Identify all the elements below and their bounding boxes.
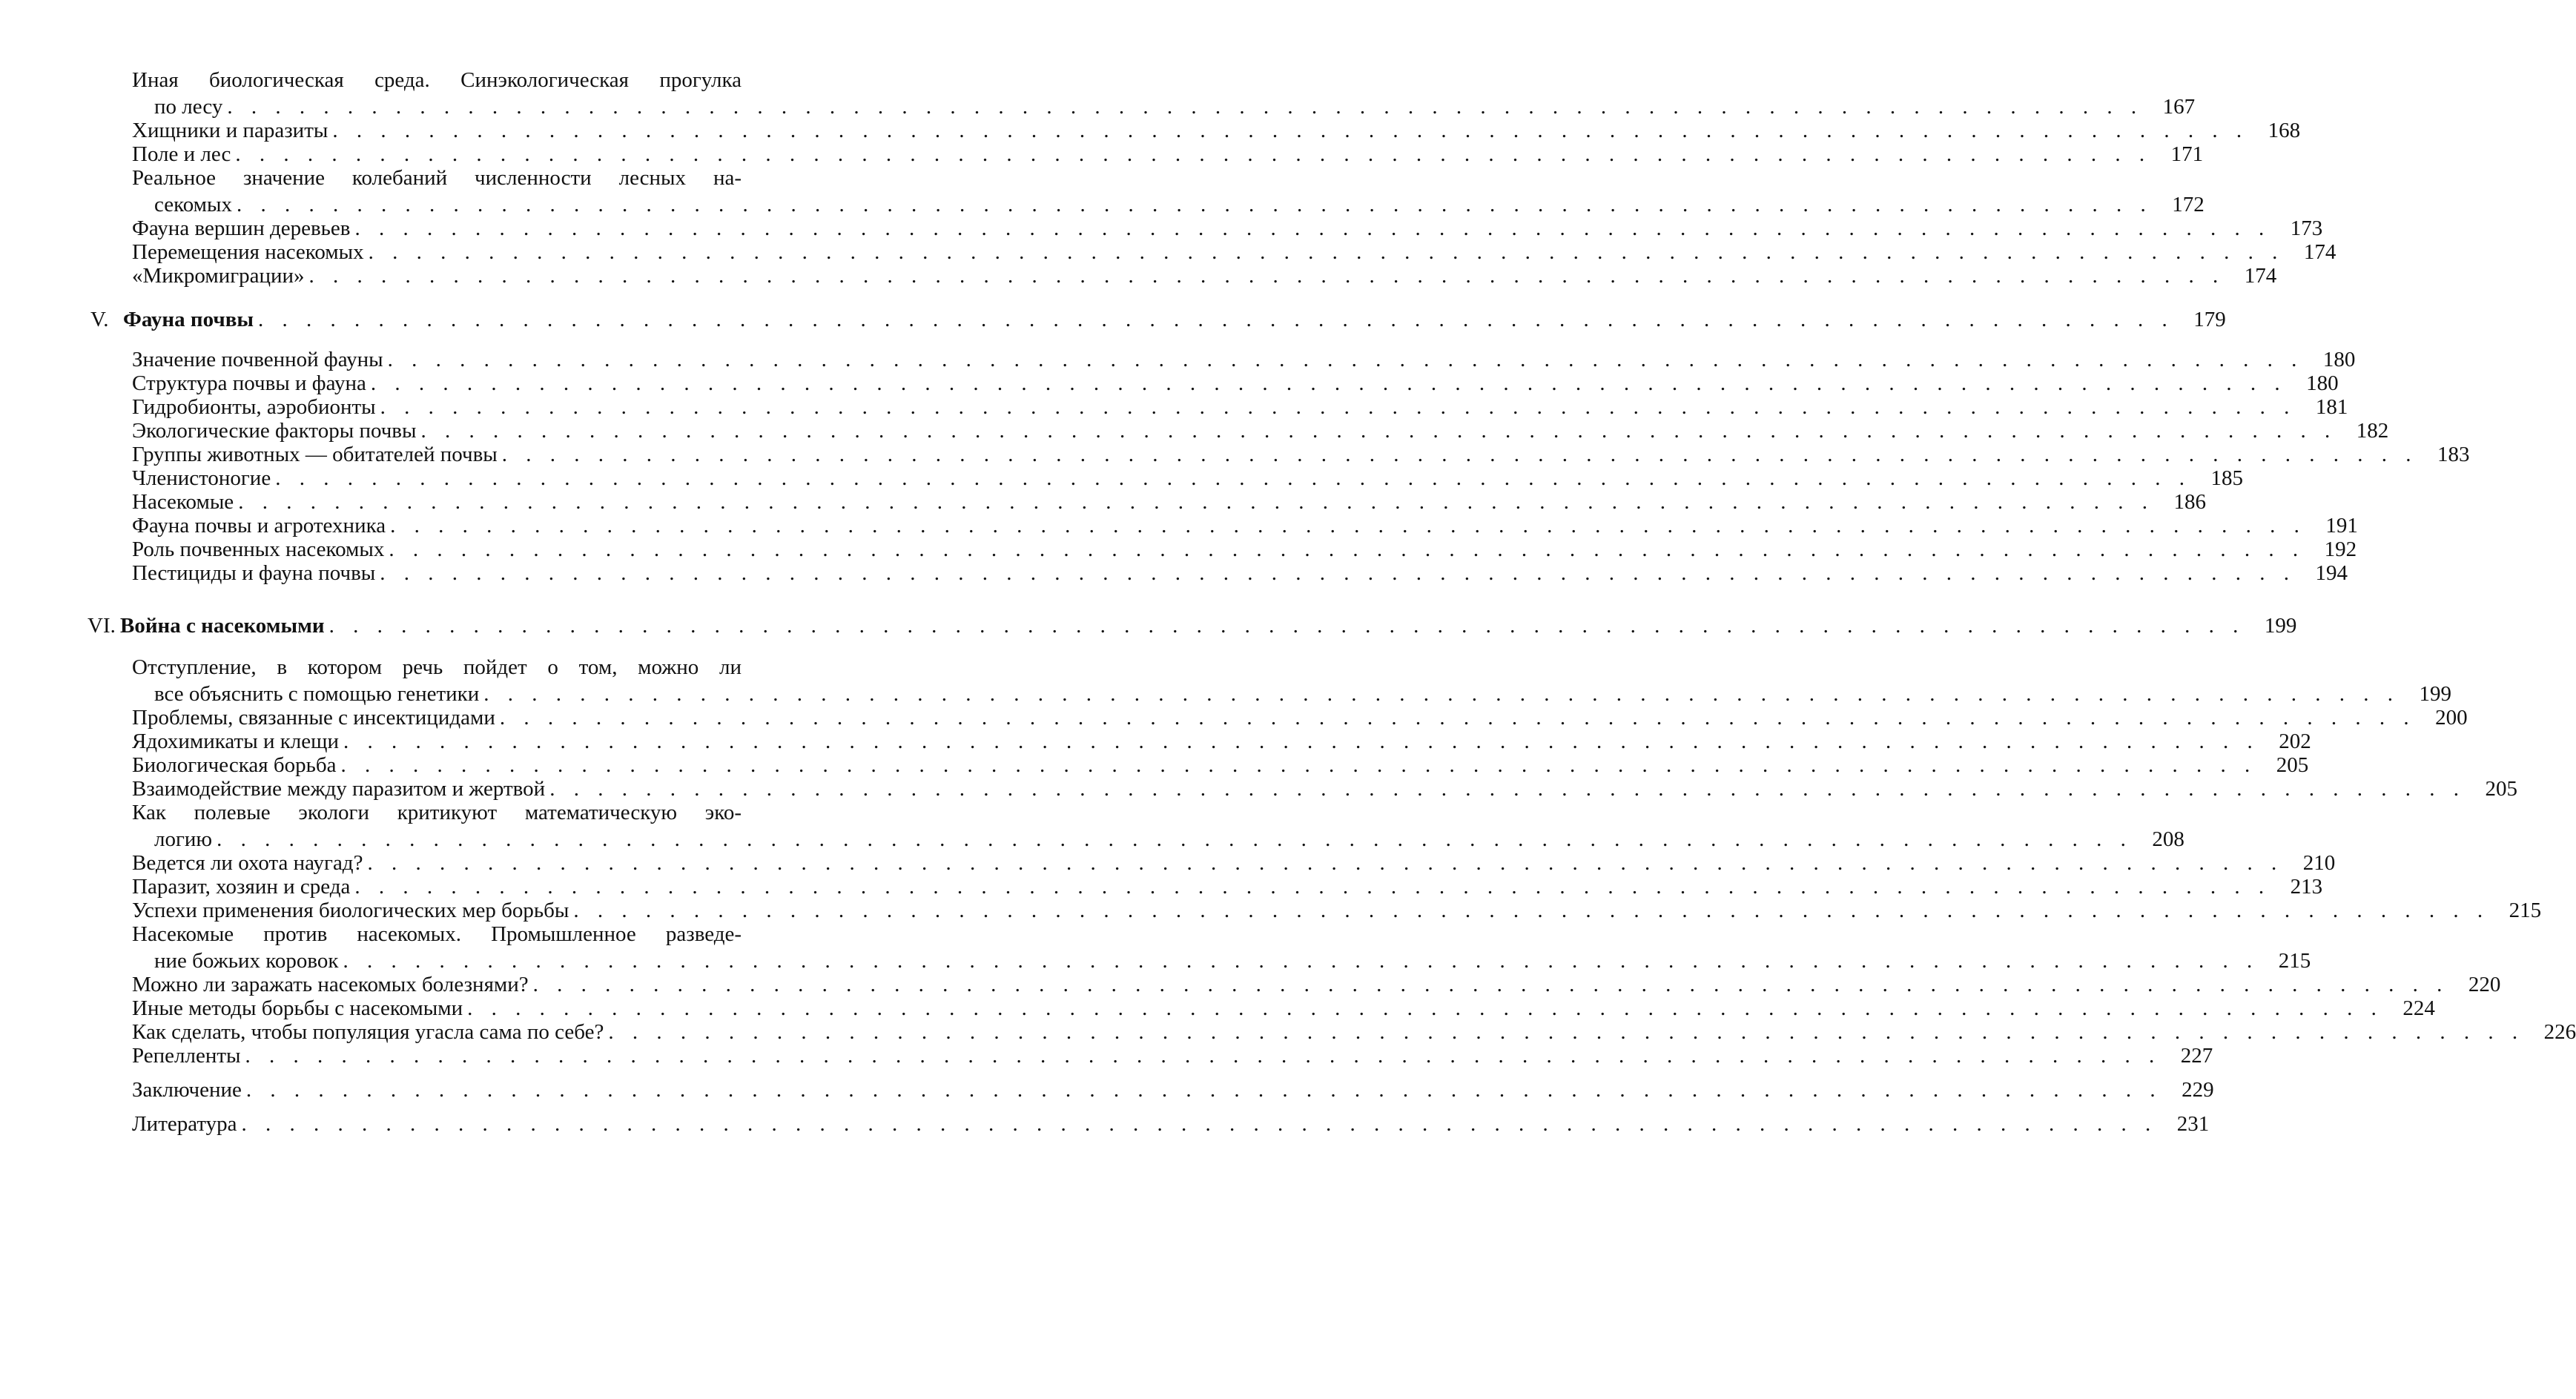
page-number: 224	[2402, 996, 2435, 1020]
dot-leader: . . . . . . . . . . . . . . . . . . . . . . . . . . . . . . . . . . . . . . . . . . . . . . . . . . . . . . . . . . . . . . . . . . . . . . . . . . . . . . . .	[241, 1112, 2158, 1136]
page-number: 179	[2193, 308, 2226, 331]
entry-title: секомых	[154, 193, 232, 216]
toc-entry	[132, 1042, 2213, 1069]
dot-leader: . . . . . . . . . . . . . . . . . . . . . . . . . . . . . . . . . . . . . . . . . . . . . . . . . . . . . . . . . . . . . . . . . . . . . . . . . . . . . . . .	[532, 973, 2449, 996]
chapter-title	[87, 612, 325, 639]
entry-title: Экологические факторы почвы	[132, 419, 417, 443]
toc-entry	[132, 370, 2339, 397]
entry-title: Группы животных — обитателей почвы	[132, 443, 498, 466]
page-number: 202	[2279, 730, 2311, 753]
entry-title: Репелленты	[132, 1044, 241, 1068]
toc-entry	[132, 117, 2301, 144]
page-number: 229	[2182, 1078, 2214, 1102]
entry-title: Паразит, хозяин и среда	[132, 875, 351, 899]
entry-title: Членистоногие	[132, 466, 271, 490]
entry-title: «Микромиграции»	[132, 264, 305, 288]
dot-leader: . . . . . . . . . . . . . . . . . . . . . . . . . . . . . . . . . . . . . . . . . . . . . . . . . . . . . . . . . . . . . . . . . . . . . . . . . . . . . . . .	[354, 216, 2271, 240]
toc-entry	[132, 262, 2277, 289]
toc-entry	[132, 560, 2348, 586]
dot-leader: . . . . . . . . . . . . . . . . . . . . . . . . . . . . . . . . . . . . . . . . . . . . . . . . . . . . . . . . . . . . . . . . . . . . . . . . . . . . . . . .	[340, 753, 2257, 777]
entry-title: Фауна вершин деревьев	[132, 216, 351, 240]
dot-leader: . . . . . . . . . . . . . . . . . . . . . . . . . . . . . . . . . . . . . . . . . . . . . . . . . . . . . . . . . . . . . . . . . . . . . . . . . . . . . . . .	[237, 193, 2153, 216]
dot-leader: . . . . . . . . . . . . . . . . . . . . . . . . . . . . . . . . . . . . . . . . . . . . . . . . . . . . . . . . . . . . . . . . . . . . . . . . . . . . . . . .	[549, 777, 2466, 801]
page-number: 185	[2210, 466, 2243, 490]
page-number: 220	[2468, 973, 2501, 996]
dot-leader: . . . . . . . . . . . . . . . . . . . . . . . . . . . . . . . . . . . . . . . . . . . . . . . . . . . . . . . . . . . . . . . . . . . . . . . . . . . . . . . .	[367, 851, 2284, 875]
page-number: 210	[2302, 851, 2336, 875]
page-number: 205	[2276, 753, 2309, 777]
page-number: 183	[2437, 443, 2470, 466]
page-number: 199	[2419, 682, 2452, 706]
dot-leader: . . . . . . . . . . . . . . . . . . . . . . . . . . . . . . . . . . . . . . . . . . . . . . . . . . . . . . . . . . . . . . . . . . . . . . . . . . . . . . . .	[217, 827, 2133, 851]
toc-chapter-heading	[90, 306, 2226, 333]
chapter-number: VI.	[87, 614, 116, 638]
toc-entry	[154, 826, 2184, 853]
dot-leader: . . . . . . . . . . . . . . . . . . . . . . . . . . . . . . . . . . . . . . . . . . . . . . . . . . . . . . . . . . . . . . . . . . . . . . . . . . . . . . . .	[483, 682, 2400, 706]
toc-entry	[132, 1019, 2576, 1045]
page-number: 180	[2322, 348, 2356, 371]
dot-leader: . . . . . . . . . . . . . . . . . . . . . . . . . . . . . . . . . . . . . . . . . . . . . . . . . . . . . . . . . . . . . . . . . . . . . . . . . . . . . . . .	[258, 308, 2174, 331]
entry-title: Структура почвы и фауна	[132, 371, 366, 395]
entry-title: Пестициды и фауна почвы	[132, 561, 376, 585]
toc-entry	[154, 93, 2196, 120]
page-number: 174	[2303, 240, 2336, 264]
toc-entry	[132, 873, 2323, 900]
entry-title: Хищники и паразиты	[132, 119, 328, 142]
dot-leader: . . . . . . . . . . . . . . . . . . . . . . . . . . . . . . . . . . . . . . . . . . . . . . . . . . . . . . . . . . . . . . . . . . . . . . . . . . . . . . . .	[343, 949, 2259, 973]
dot-leader: . . . . . . . . . . . . . . . . . . . . . . . . . . . . . . . . . . . . . . . . . . . . . . . . . . . . . . . . . . . . . . . . . . . . . . . . . . . . . . . .	[332, 119, 2249, 142]
entry-title: Литература	[132, 1112, 237, 1136]
toc-entry	[132, 536, 2357, 563]
dot-leader: . . . . . . . . . . . . . . . . . . . . . . . . . . . . . . . . . . . . . . . . . . . . . . . . . . . . . . . . . . . . . . . . . . . . . . . . . . . . . . . .	[328, 614, 2245, 638]
dot-leader: . . . . . . . . . . . . . . . . . . . . . . . . . . . . . . . . . . . . . . . . . . . . . . . . . . . . . . . . . . . . . . . . . . . . . . . . . . . . . . . .	[608, 1020, 2525, 1044]
toc-entry-line: Как полевые экологи критикуют математическую эко-	[132, 801, 742, 824]
dot-leader: . . . . . . . . . . . . . . . . . . . . . . . . . . . . . . . . . . . . . . . . . . . . . . . . . . . . . . . . . . . . . . . . . . . . . . . . . . . . . . . .	[573, 899, 2490, 922]
dot-leader: . . . . . . . . . . . . . . . . . . . . . . . . . . . . . . . . . . . . . . . . . . . . . . . . . . . . . . . . . . . . . . . . . . . . . . . . . . . . . . . .	[389, 538, 2305, 561]
dot-leader: . . . . . . . . . . . . . . . . . . . . . . . . . . . . . . . . . . . . . . . . . . . . . . . . . . . . . . . . . . . . . . . . . . . . . . . . . . . . . . . .	[354, 875, 2271, 899]
page-number: 191	[2325, 514, 2358, 538]
dot-leader: . . . . . . . . . . . . . . . . . . . . . . . . . . . . . . . . . . . . . . . . . . . . . . . . . . . . . . . . . . . . . . . . . . . . . . . . . . . . . . . .	[380, 395, 2296, 419]
page-number: 213	[2290, 875, 2323, 899]
entry-title: Проблемы, связанные с инсектицидами	[132, 706, 495, 730]
dot-leader: . . . . . . . . . . . . . . . . . . . . . . . . . . . . . . . . . . . . . . . . . . . . . . . . . . . . . . . . . . . . . . . . . . . . . . . . . . . . . . . .	[343, 730, 2259, 753]
entry-title: Гидробионты, аэробионты	[132, 395, 376, 419]
toc-entry	[132, 728, 2311, 755]
toc-entry	[132, 489, 2206, 515]
toc-entry	[132, 346, 2356, 373]
page-number: 181	[2315, 395, 2348, 419]
entry-title: Поле и лес	[132, 142, 231, 166]
page-number: 182	[2356, 419, 2389, 443]
chapter-title	[90, 306, 254, 333]
entry-title: Взаимодействие между паразитом и жертвой	[132, 777, 546, 801]
toc-entry	[132, 897, 2542, 924]
dot-leader: . . . . . . . . . . . . . . . . . . . . . . . . . . . . . . . . . . . . . . . . . . . . . . . . . . . . . . . . . . . . . . . . . . . . . . . . . . . . . . . .	[238, 490, 2154, 514]
entry-title: Успехи применения биологических мер борьбы	[132, 899, 569, 922]
entry-title: Фауна почвы и агротехника	[132, 514, 386, 538]
page-number: 200	[2435, 706, 2468, 730]
entry-title: Значение почвенной фауны	[132, 348, 383, 371]
dot-leader: . . . . . . . . . . . . . . . . . . . . . . . . . . . . . . . . . . . . . . . . . . . . . . . . . . . . . . . . . . . . . . . . . . . . . . . . . . . . . . . .	[499, 706, 2416, 730]
entry-title: Заключение	[132, 1078, 242, 1102]
toc-entry-line: Отступление, в котором речь пойдет о том, можно ли	[132, 655, 742, 679]
toc-entry-line: Иная биологическая среда. Синэкологическая прогулка	[132, 68, 742, 92]
toc-entry	[132, 1076, 2214, 1103]
page-number: 199	[2264, 614, 2297, 638]
toc-entry	[132, 512, 2358, 539]
page-number: 167	[2162, 95, 2196, 119]
page-number: 168	[2268, 119, 2301, 142]
dot-leader: . . . . . . . . . . . . . . . . . . . . . . . . . . . . . . . . . . . . . . . . . . . . . . . . . . . . . . . . . . . . . . . . . . . . . . . . . . . . . . . .	[420, 419, 2337, 443]
entry-title: Роль почвенных насекомых	[132, 538, 385, 561]
toc-chapter-heading	[87, 612, 2297, 639]
toc-entry	[132, 752, 2309, 778]
page-number: 194	[2315, 561, 2348, 585]
entry-title: Ядохимикаты и клещи	[132, 730, 339, 753]
chapter-title-text: Война с насекомыми	[120, 614, 325, 638]
page-number: 174	[2244, 264, 2277, 288]
page-number: 186	[2173, 490, 2206, 514]
entry-title: Иные методы борьбы с насекомыми	[132, 996, 463, 1020]
page-number: 226	[2543, 1020, 2576, 1044]
chapter-number: V.	[90, 308, 109, 331]
page-number: 215	[2509, 899, 2542, 922]
toc-entry	[132, 441, 2470, 468]
page-number: 215	[2278, 949, 2311, 973]
toc-entry	[132, 141, 2204, 168]
toc-entry-line: Насекомые против насекомых. Промышленное разведе-	[132, 922, 742, 946]
toc-entry	[132, 1111, 2210, 1137]
toc-entry	[132, 995, 2435, 1022]
entry-title: все объяснить с помощью генетики	[154, 682, 480, 706]
page-number: 171	[2170, 142, 2204, 166]
entry-title: Как сделать, чтобы популяция угасла сама по себе?	[132, 1020, 604, 1044]
toc-entry	[132, 239, 2336, 265]
dot-leader: . . . . . . . . . . . . . . . . . . . . . . . . . . . . . . . . . . . . . . . . . . . . . . . . . . . . . . . . . . . . . . . . . . . . . . . . . . . . . . . .	[390, 514, 2306, 538]
entry-title: Перемещения насекомых	[132, 240, 364, 264]
page-number: 208	[2152, 827, 2184, 851]
toc-entry	[132, 215, 2323, 242]
toc-entry-line: Реальное значение колебаний численности лесных на-	[132, 166, 742, 190]
toc-entry	[154, 681, 2452, 707]
chapter-title-text: Фауна почвы	[123, 308, 254, 331]
dot-leader: . . . . . . . . . . . . . . . . . . . . . . . . . . . . . . . . . . . . . . . . . . . . . . . . . . . . . . . . . . . . . . . . . . . . . . . . . . . . . . . .	[227, 95, 2144, 119]
entry-title: Можно ли заражать насекомых болезнями?	[132, 973, 529, 996]
entry-title: логию	[154, 827, 213, 851]
entry-title: Насекомые	[132, 490, 234, 514]
toc-entry	[132, 417, 2389, 444]
dot-leader: . . . . . . . . . . . . . . . . . . . . . . . . . . . . . . . . . . . . . . . . . . . . . . . . . . . . . . . . . . . . . . . . . . . . . . . . . . . . . . . .	[387, 348, 2304, 371]
entry-title: Ведется ли охота наугад?	[132, 851, 363, 875]
page-number: 172	[2172, 193, 2205, 216]
dot-leader: . . . . . . . . . . . . . . . . . . . . . . . . . . . . . . . . . . . . . . . . . . . . . . . . . . . . . . . . . . . . . . . . . . . . . . . . . . . . . . . .	[275, 466, 2191, 490]
page-number: 205	[2485, 777, 2517, 801]
page-number: 231	[2176, 1112, 2210, 1136]
dot-leader: . . . . . . . . . . . . . . . . . . . . . . . . . . . . . . . . . . . . . . . . . . . . . . . . . . . . . . . . . . . . . . . . . . . . . . . . . . . . . . . .	[467, 996, 2383, 1020]
page-number: 227	[2180, 1044, 2213, 1068]
dot-leader: . . . . . . . . . . . . . . . . . . . . . . . . . . . . . . . . . . . . . . . . . . . . . . . . . . . . . . . . . . . . . . . . . . . . . . . . . . . . . . . .	[380, 561, 2296, 585]
toc-entry	[132, 394, 2348, 420]
dot-leader: . . . . . . . . . . . . . . . . . . . . . . . . . . . . . . . . . . . . . . . . . . . . . . . . . . . . . . . . . . . . . . . . . . . . . . . . . . . . . . . .	[245, 1078, 2162, 1102]
entry-title: ние божьих коровок	[154, 949, 339, 973]
entry-title: Биологическая борьба	[132, 753, 337, 777]
entry-title: по лесу	[154, 95, 223, 119]
toc-entry	[132, 704, 2468, 731]
dot-leader: . . . . . . . . . . . . . . . . . . . . . . . . . . . . . . . . . . . . . . . . . . . . . . . . . . . . . . . . . . . . . . . . . . . . . . . . . . . . . . . .	[368, 240, 2285, 264]
toc-entry	[132, 850, 2336, 876]
dot-leader: . . . . . . . . . . . . . . . . . . . . . . . . . . . . . . . . . . . . . . . . . . . . . . . . . . . . . . . . . . . . . . . . . . . . . . . . . . . . . . . .	[245, 1044, 2161, 1068]
toc-entry	[132, 775, 2517, 802]
page-number: 180	[2306, 371, 2339, 395]
toc-entry	[154, 191, 2205, 218]
dot-leader: . . . . . . . . . . . . . . . . . . . . . . . . . . . . . . . . . . . . . . . . . . . . . . . . . . . . . . . . . . . . . . . . . . . . . . . . . . . . . . . .	[235, 142, 2152, 166]
page-number: 173	[2290, 216, 2323, 240]
toc-entry	[132, 465, 2243, 492]
dot-leader: . . . . . . . . . . . . . . . . . . . . . . . . . . . . . . . . . . . . . . . . . . . . . . . . . . . . . . . . . . . . . . . . . . . . . . . . . . . . . . . .	[370, 371, 2287, 395]
dot-leader: . . . . . . . . . . . . . . . . . . . . . . . . . . . . . . . . . . . . . . . . . . . . . . . . . . . . . . . . . . . . . . . . . . . . . . . . . . . . . . . .	[308, 264, 2225, 288]
toc-entry	[132, 971, 2501, 998]
page-number: 192	[2324, 538, 2357, 561]
dot-leader: . . . . . . . . . . . . . . . . . . . . . . . . . . . . . . . . . . . . . . . . . . . . . . . . . . . . . . . . . . . . . . . . . . . . . . . . . . . . . . . .	[501, 443, 2418, 466]
toc-entry	[154, 947, 2311, 974]
